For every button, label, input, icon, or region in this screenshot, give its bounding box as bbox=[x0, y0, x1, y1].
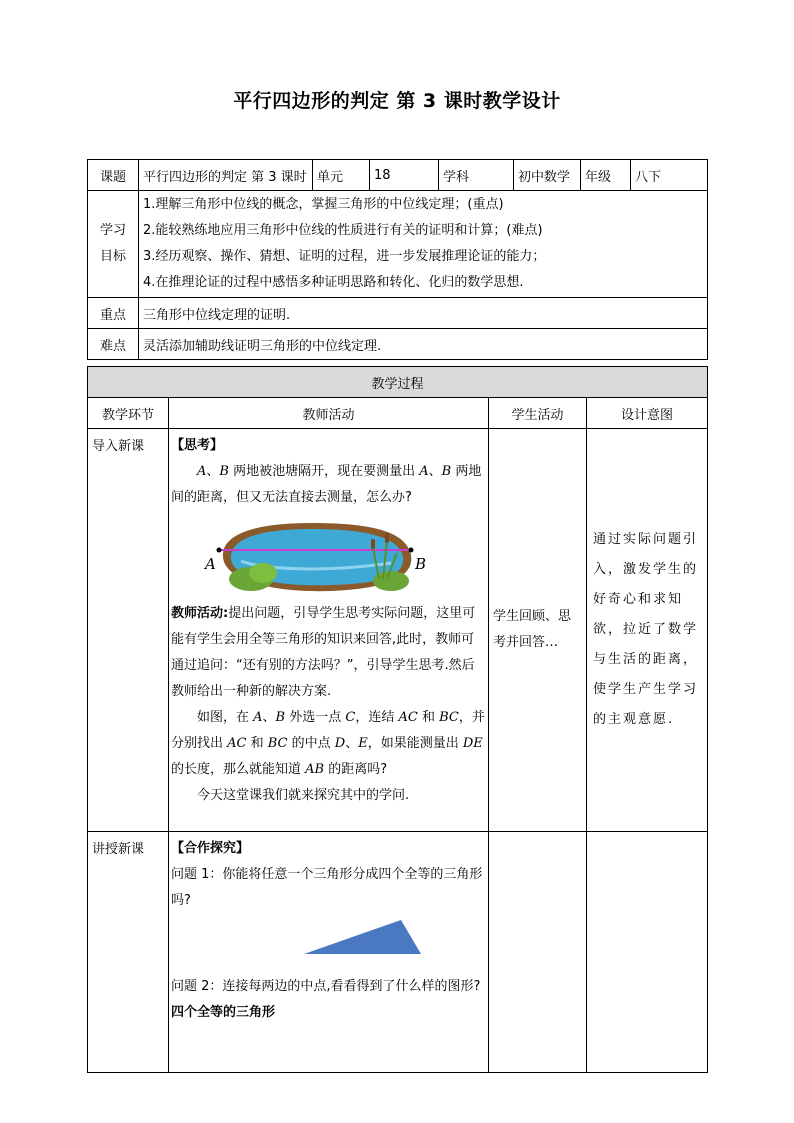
teach-teacher-cell bbox=[169, 832, 489, 1073]
question-2: 问题 2：连接每两边的中点,看看得到了什么样的图形? bbox=[171, 979, 481, 994]
key-label: 重点 bbox=[88, 298, 139, 329]
grade-label: 年级 bbox=[581, 160, 631, 191]
label-a: A bbox=[205, 555, 216, 573]
question-1: 问题 1：你能将任意一个三角形分成四个全等的三角形吗? bbox=[171, 867, 483, 908]
difficulty-label: 难点 bbox=[88, 329, 139, 360]
col-stage: 教学环节 bbox=[88, 398, 169, 429]
process-header: 教学过程 bbox=[88, 367, 708, 398]
teach-student bbox=[489, 832, 587, 1073]
col-student: 学生活动 bbox=[489, 398, 587, 429]
teach-intent bbox=[587, 832, 708, 1073]
unit-value: 18 bbox=[370, 160, 439, 191]
grade-value: 八下 bbox=[631, 160, 708, 191]
key-value: 三角形中位线定理的证明. bbox=[139, 298, 708, 329]
label-b: B bbox=[415, 555, 427, 573]
topic-value: 平行四边形的判定 第 3 课时 bbox=[139, 160, 313, 191]
coop-title: 【合作探究】 bbox=[171, 841, 250, 856]
unit-label: 单元 bbox=[313, 160, 370, 191]
today-text: 今天这堂课我们就来探究其中的学问. bbox=[197, 788, 410, 803]
triangle-figure bbox=[171, 914, 491, 960]
answer-text: 四个全等的三角形 bbox=[171, 1005, 276, 1020]
intro-stage: 导入新课 bbox=[88, 429, 169, 832]
intro-intent: 通过实际问题引入，激发学生的好奇心和求知欲，拉近了数学与生活的距离，使学生产生学习的主观意愿. bbox=[587, 429, 708, 832]
think-question: A、B 两地被池塘隔开，现在要测量出 A、B 两地间的距离，但又无法直接去测量，怎么办? bbox=[171, 464, 482, 505]
process-table bbox=[87, 366, 708, 1073]
subject-label: 学科 bbox=[439, 160, 514, 191]
goals-label: 学习 目标 bbox=[88, 191, 139, 298]
goal-item: 4.在推理论证的过程中感悟多种证明思路和转化、化归的数学思想. bbox=[143, 275, 524, 290]
intro-student: 学生回顾、思考并回答… bbox=[489, 429, 587, 832]
document-title: 平行四边形的判定 第 3 课时教学设计 bbox=[233, 90, 561, 112]
col-teacher: 教师活动 bbox=[169, 398, 489, 429]
goals-list bbox=[139, 191, 708, 298]
topic-label: 课题 bbox=[88, 160, 139, 191]
subject-value: 初中数学 bbox=[514, 160, 581, 191]
goal-item: 1.理解三角形中位线的概念，掌握三角形的中位线定理；(重点) bbox=[143, 197, 504, 212]
pond-illustration bbox=[201, 517, 451, 597]
teacher-activity: 教师活动:提出问题，引导学生思考实际问题，这里可能有学生会用全等三角形的知识来回答,此时，教师可通过追问：“还有别的方法吗？”，引导学生思考.然后教师给出一种新的解决方案. bbox=[171, 606, 476, 699]
intro-teacher-cell bbox=[169, 429, 489, 832]
difficulty-value: 灵活添加辅助线证明三角形的中位线定理. bbox=[139, 329, 708, 360]
goal-item: 2.能较熟练地应用三角形中位线的性质进行有关的证明和计算；(难点) bbox=[143, 223, 543, 238]
method-text: 如图，在 A、B 外选一点 C，连结 AC 和 BC，并分别找出 AC 和 BC 的中点 D、E，如果能测量出 DE 的长度，那么就能知道 AB 的距离吗? bbox=[171, 710, 485, 777]
think-title: 【思考】 bbox=[171, 438, 224, 453]
info-table bbox=[87, 159, 708, 360]
col-intent: 设计意图 bbox=[587, 398, 708, 429]
goal-item: 3.经历观察、操作、猜想、证明的过程，进一步发展推理论证的能力； bbox=[143, 249, 546, 264]
teach-stage: 讲授新课 bbox=[88, 832, 169, 1073]
